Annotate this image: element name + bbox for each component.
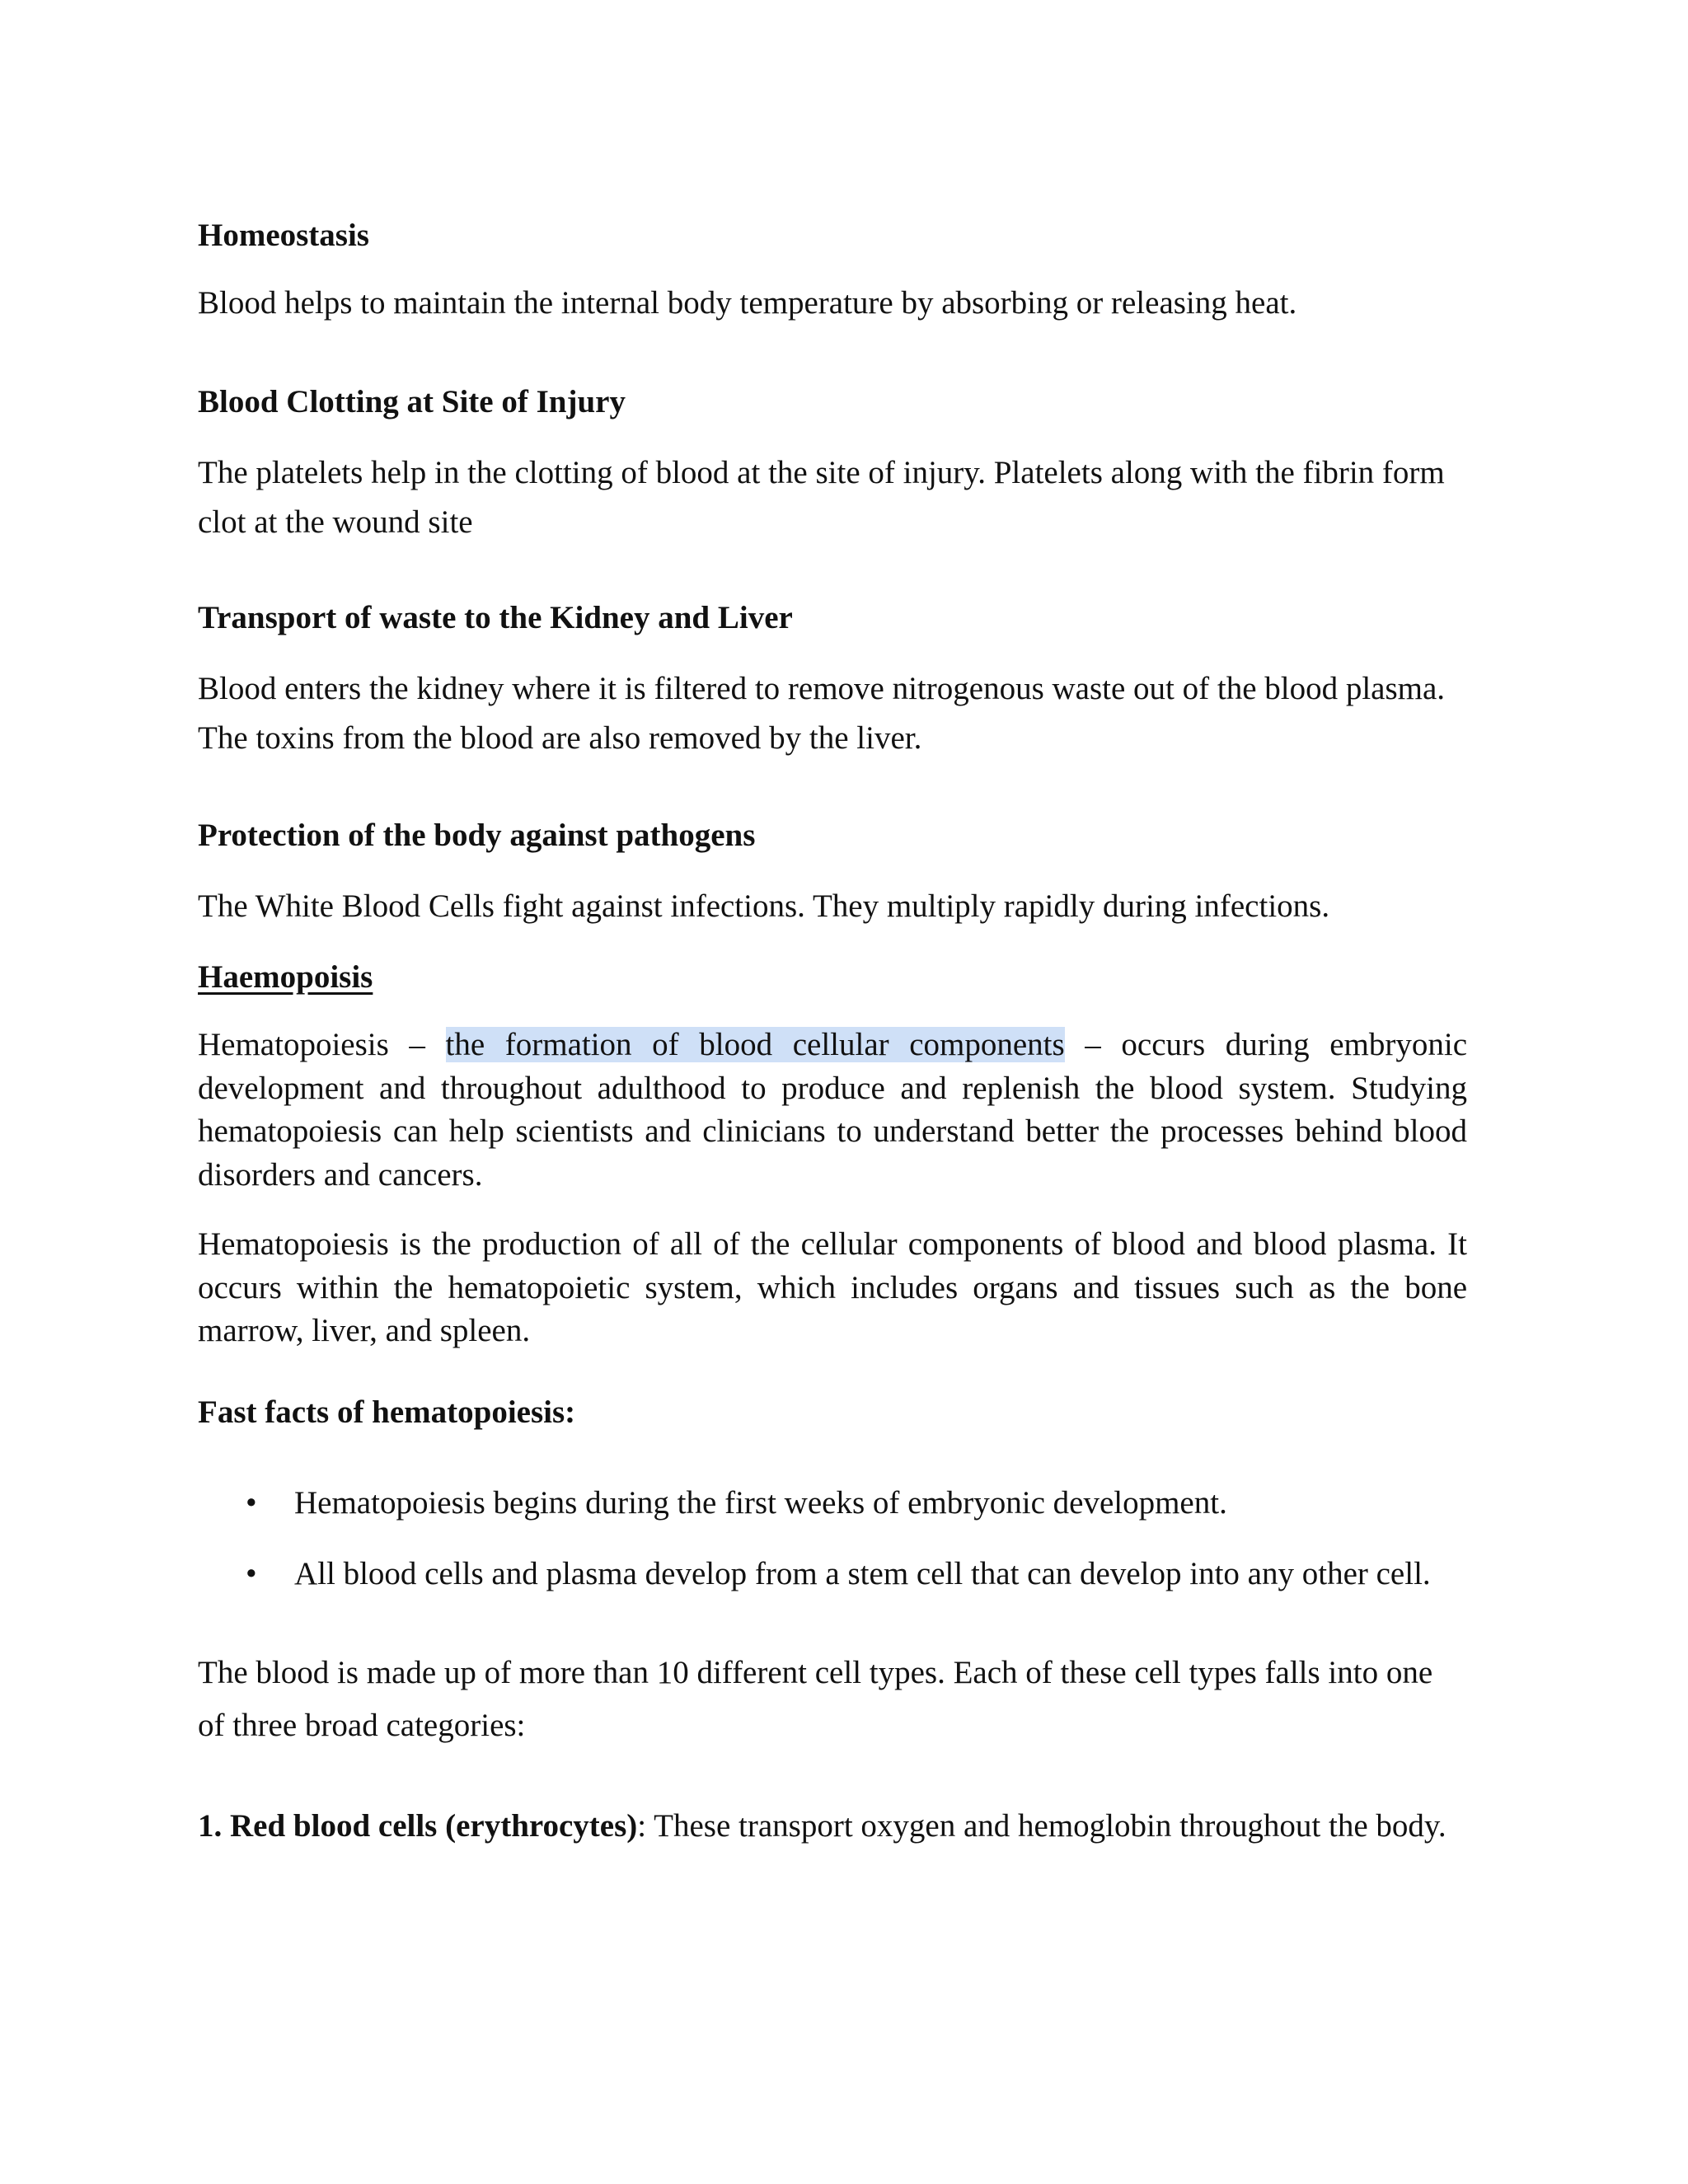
paragraph-hematopoiesis-definition [198,1024,1467,1197]
heading-fast-facts: Fast facts of hematopoiesis: [198,1394,576,1430]
paragraph-homeostasis: Blood helps to maintain the internal body temperature by absorbing or releasing heat. [198,285,1297,321]
category-label: 1. Red blood cells (erythrocytes) [198,1808,638,1844]
bullet-icon: • [246,1556,257,1591]
paragraph-transport-of-waste: Blood enters the kidney where it is filtered to remove nitrogenous waste out of the blood plasma. The toxins from the blood are also removed by the liver. [198,671,1446,756]
paragraph-cell-types: The blood is made up of more than 10 different cell types. Each of these cell types falls into one of three broad categories: [198,1655,1433,1743]
definition-term: Hematopoiesis – [198,1027,446,1062]
heading-haemopoisis-text: Haemopoisis [198,959,373,995]
heading-blood-clotting: Blood Clotting at Site of Injury [198,384,626,419]
heading-haemopoisis [198,958,1467,997]
paragraph-hematopoiesis-production: Hematopoiesis is the production of all of the cellular components of blood and blood plasma. It occurs within the hematopoietic system, which includes organs and tissues such as the bone marrow, liver, and spleen. [198,1226,1467,1348]
highlighted-definition: the formation of blood cellular components [445,1027,1065,1062]
bullet-icon: • [246,1485,257,1521]
paragraph-protection: The White Blood Cells fight against infections. They multiply rapidly during infections. [198,888,1330,924]
category-description: : These transport oxygen and hemoglobin throughout the body. [637,1808,1447,1844]
list-item-text: All blood cells and plasma develop from a stem cell that can develop into any other cell. [294,1556,1431,1591]
heading-protection: Protection of the body against pathogens [198,818,756,853]
heading-homeostasis: Homeostasis [198,218,369,253]
paragraph-blood-clotting: The platelets help in the clotting of blood at the site of injury. Platelets along with the fibrin form clot at the wound site [198,455,1445,540]
list-item-text: Hematopoiesis begins during the first weeks of embryonic development. [294,1485,1227,1521]
category-red-blood-cells [198,1807,1467,1846]
definition-rest: – occurs during embryonic development and throughout adulthood to produce and replenish the blood system. Studying hematopoiesis can help scientists and clinicians to understand better the processes behind blood disorders and cancers. [198,1027,1468,1193]
heading-transport-of-waste: Transport of waste to the Kidney and Liver [198,600,793,635]
